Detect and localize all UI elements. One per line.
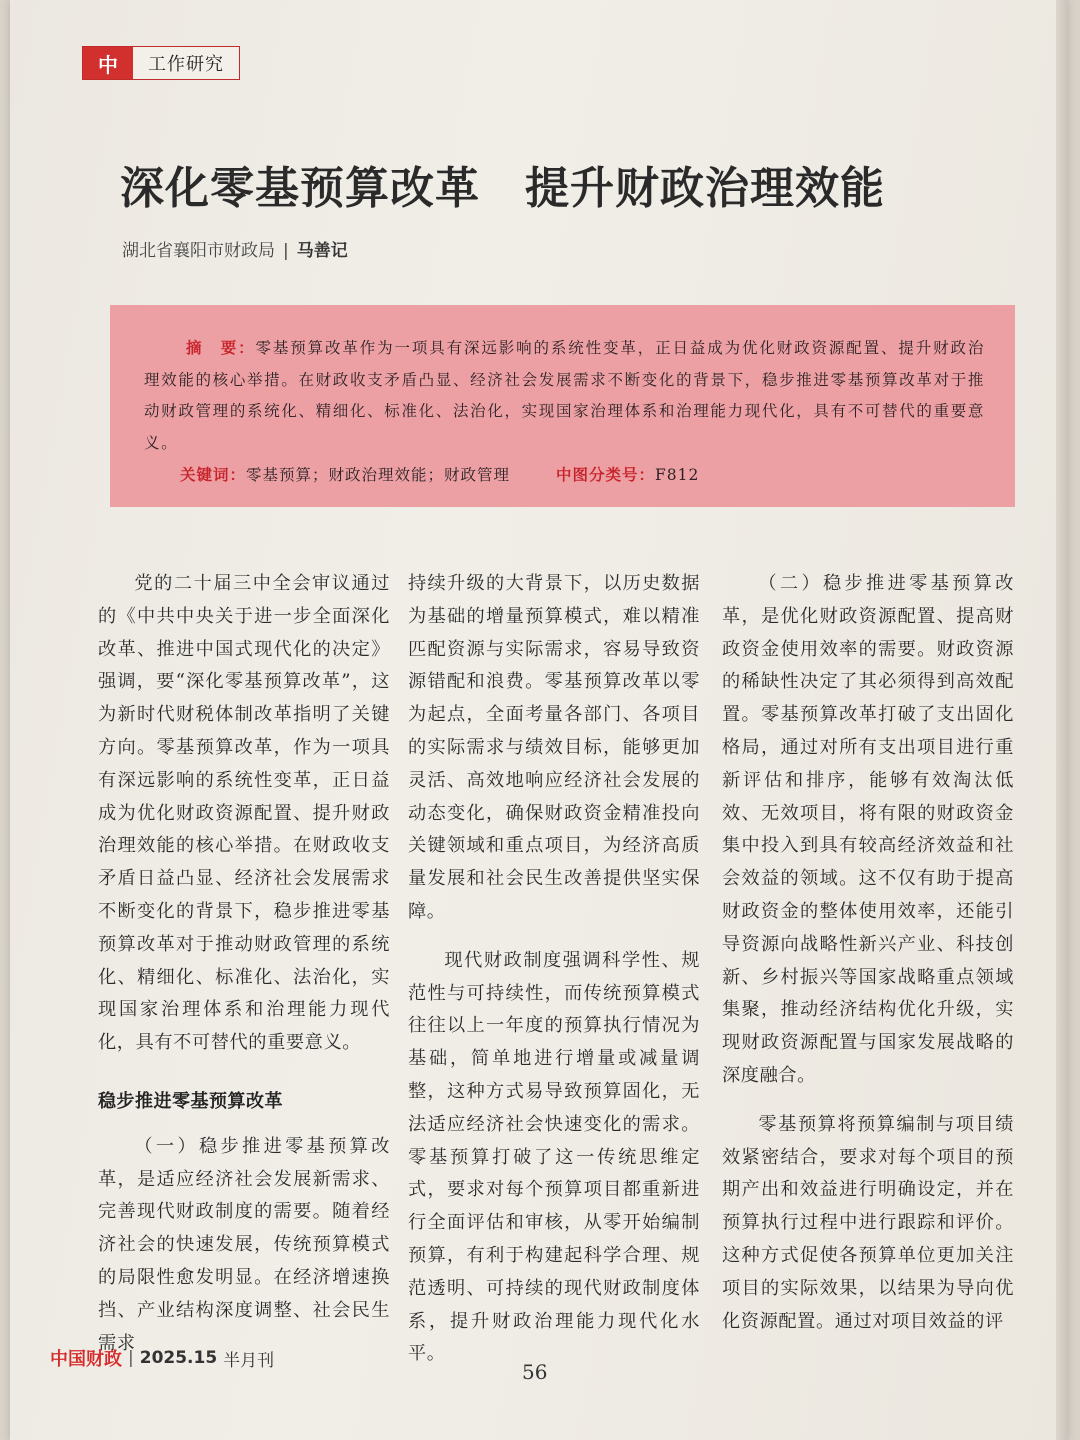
paragraph: （二）稳步推进零基预算改革，是优化财政资源配置、提高财政资金使用效率的需要。财政资源的稀缺性决定了其必须得到高效配置。零基预算改革打破了支出固化格局，通过对所有支出项目进行重新评估和排序，能够有效淘汰低效、无效项目，将有限的财政资金集中投入到具有较高经济效益和社会效益的领域。这不仅有助于提高财政资金的整体使用效率，还能引导资源向战略性新兴产业、科技创新、乡村振兴等国家战略重点领域集聚，推动经济结构优化升级，实现财政资源配置与国家发展战略的深度融合。: [722, 573, 1014, 1086]
section-tag: [82, 46, 240, 80]
body-column-3: [722, 568, 1014, 1338]
page-footer: [50, 1345, 274, 1371]
paragraph: （一）稳步推进零基预算改革，是适应经济社会发展新需求、完善现代财政制度的需要。随着经济社会的快速发展，传统预算模式的局限性愈发明显。在经济增速换挡、产业结构深度调整、社会民生需求: [98, 1135, 390, 1354]
clc-group: [556, 463, 699, 485]
footer-separator: |: [128, 1348, 134, 1368]
paragraph: 持续升级的大背景下，以历史数据为基础的增量预算模式，难以精准匹配资源与实际需求，容易导致资源错配和浪费。零基预算改革以零为起点，全面考量各部门、各项目的实际需求与绩效目标，能够更加灵活、高效地响应经济社会发展的动态变化，确保财政资金精准投向关键领域和重点项目，为经济高质量发展和社会民生改善提供坚实保障。: [408, 573, 700, 922]
keywords-label: 关键词：: [180, 466, 247, 484]
abstract-paragraph: [144, 333, 985, 459]
section-heading: 稳步推进零基预算改革: [98, 1090, 283, 1112]
keywords-group: [180, 463, 510, 485]
page-edge: [1056, 0, 1068, 1440]
abstract-box: [110, 305, 1015, 507]
author-line: [122, 236, 348, 261]
paragraph: 党的二十届三中全会审议通过的《中共中央关于进一步全面深化改革、推进中国式现代化的决定》强调，要“深化零基预算改革”，这为新时代财税体制改革指明了关键方向。零基预算改革，作为一项具有深远影响的系统性变革，正日益成为优化财政资源配置、提升财政治理效能的核心举措。在财政收支矛盾日益凸显、经济社会发展需求不断变化的背景下，稳步推进零基预算改革对于推动财政管理的系统化、精细化、标准化、法治化，实现国家治理体系和治理能力现代化，具有不可替代的重要意义。: [98, 573, 390, 1054]
body-column-1: [98, 568, 390, 1360]
author-name: 马善记: [296, 241, 348, 261]
issue-number: 2025.15: [139, 1348, 218, 1368]
section-logo-icon: 中: [83, 47, 133, 79]
article-title: 深化零基预算改革 提升财政治理效能: [120, 163, 885, 214]
keywords-value: 零基预算；财政治理效能；财政管理: [246, 466, 511, 484]
keywords-row: [144, 463, 985, 485]
clc-label: 中图分类号：: [556, 466, 656, 484]
author-org: 湖北省襄阳市财政局: [122, 241, 275, 261]
abstract-text: 零基预算改革作为一项具有深远影响的系统性变革，正日益成为优化财政资源配置、提升财政治理效能的核心举措。在财政收支矛盾凸显、经济社会发展需求不断变化的背景下，稳步推进零基预算改革对于推动财政管理的系统化、精细化、标准化、法治化，实现国家治理体系和治理能力现代化，具有不可替代的重要意义。: [144, 339, 986, 452]
body-column-2: [408, 568, 700, 1371]
magazine-page: [10, 0, 1068, 1440]
author-separator: |: [283, 241, 289, 261]
magazine-name: 中国财政: [50, 1349, 122, 1370]
paragraph: 现代财政制度强调科学性、规范性与可持续性，而传统预算模式往往以上一年度的预算执行情况为基础，简单地进行增量或减量调整，这种方式易导致预算固化，无法适应经济社会快速变化的需求。零基预算打破了这一传统思维定式，要求对每个预算项目都重新进行全面评估和审核，从零开始编制预算，有利于构建起科学合理、规范透明、可持续的现代财政制度体系，提升财政治理能力现代化水平。: [408, 949, 700, 1365]
section-name: 工作研究: [148, 54, 224, 75]
page-number: 56: [522, 1360, 548, 1384]
paragraph: 零基预算将预算编制与项目绩效紧密结合，要求对每个项目的预期产出和效益进行明确设定，并在预算执行过程中进行跟踪和评价。这种方式促使各预算单位更加关注项目的实际效果，以结果为导向优化资源配置。通过对项目效益的评: [722, 1113, 1014, 1332]
abstract-label: 摘 要：: [186, 339, 256, 357]
clc-value: F812: [655, 466, 700, 484]
publication-frequency: 半月刊: [223, 1350, 275, 1371]
